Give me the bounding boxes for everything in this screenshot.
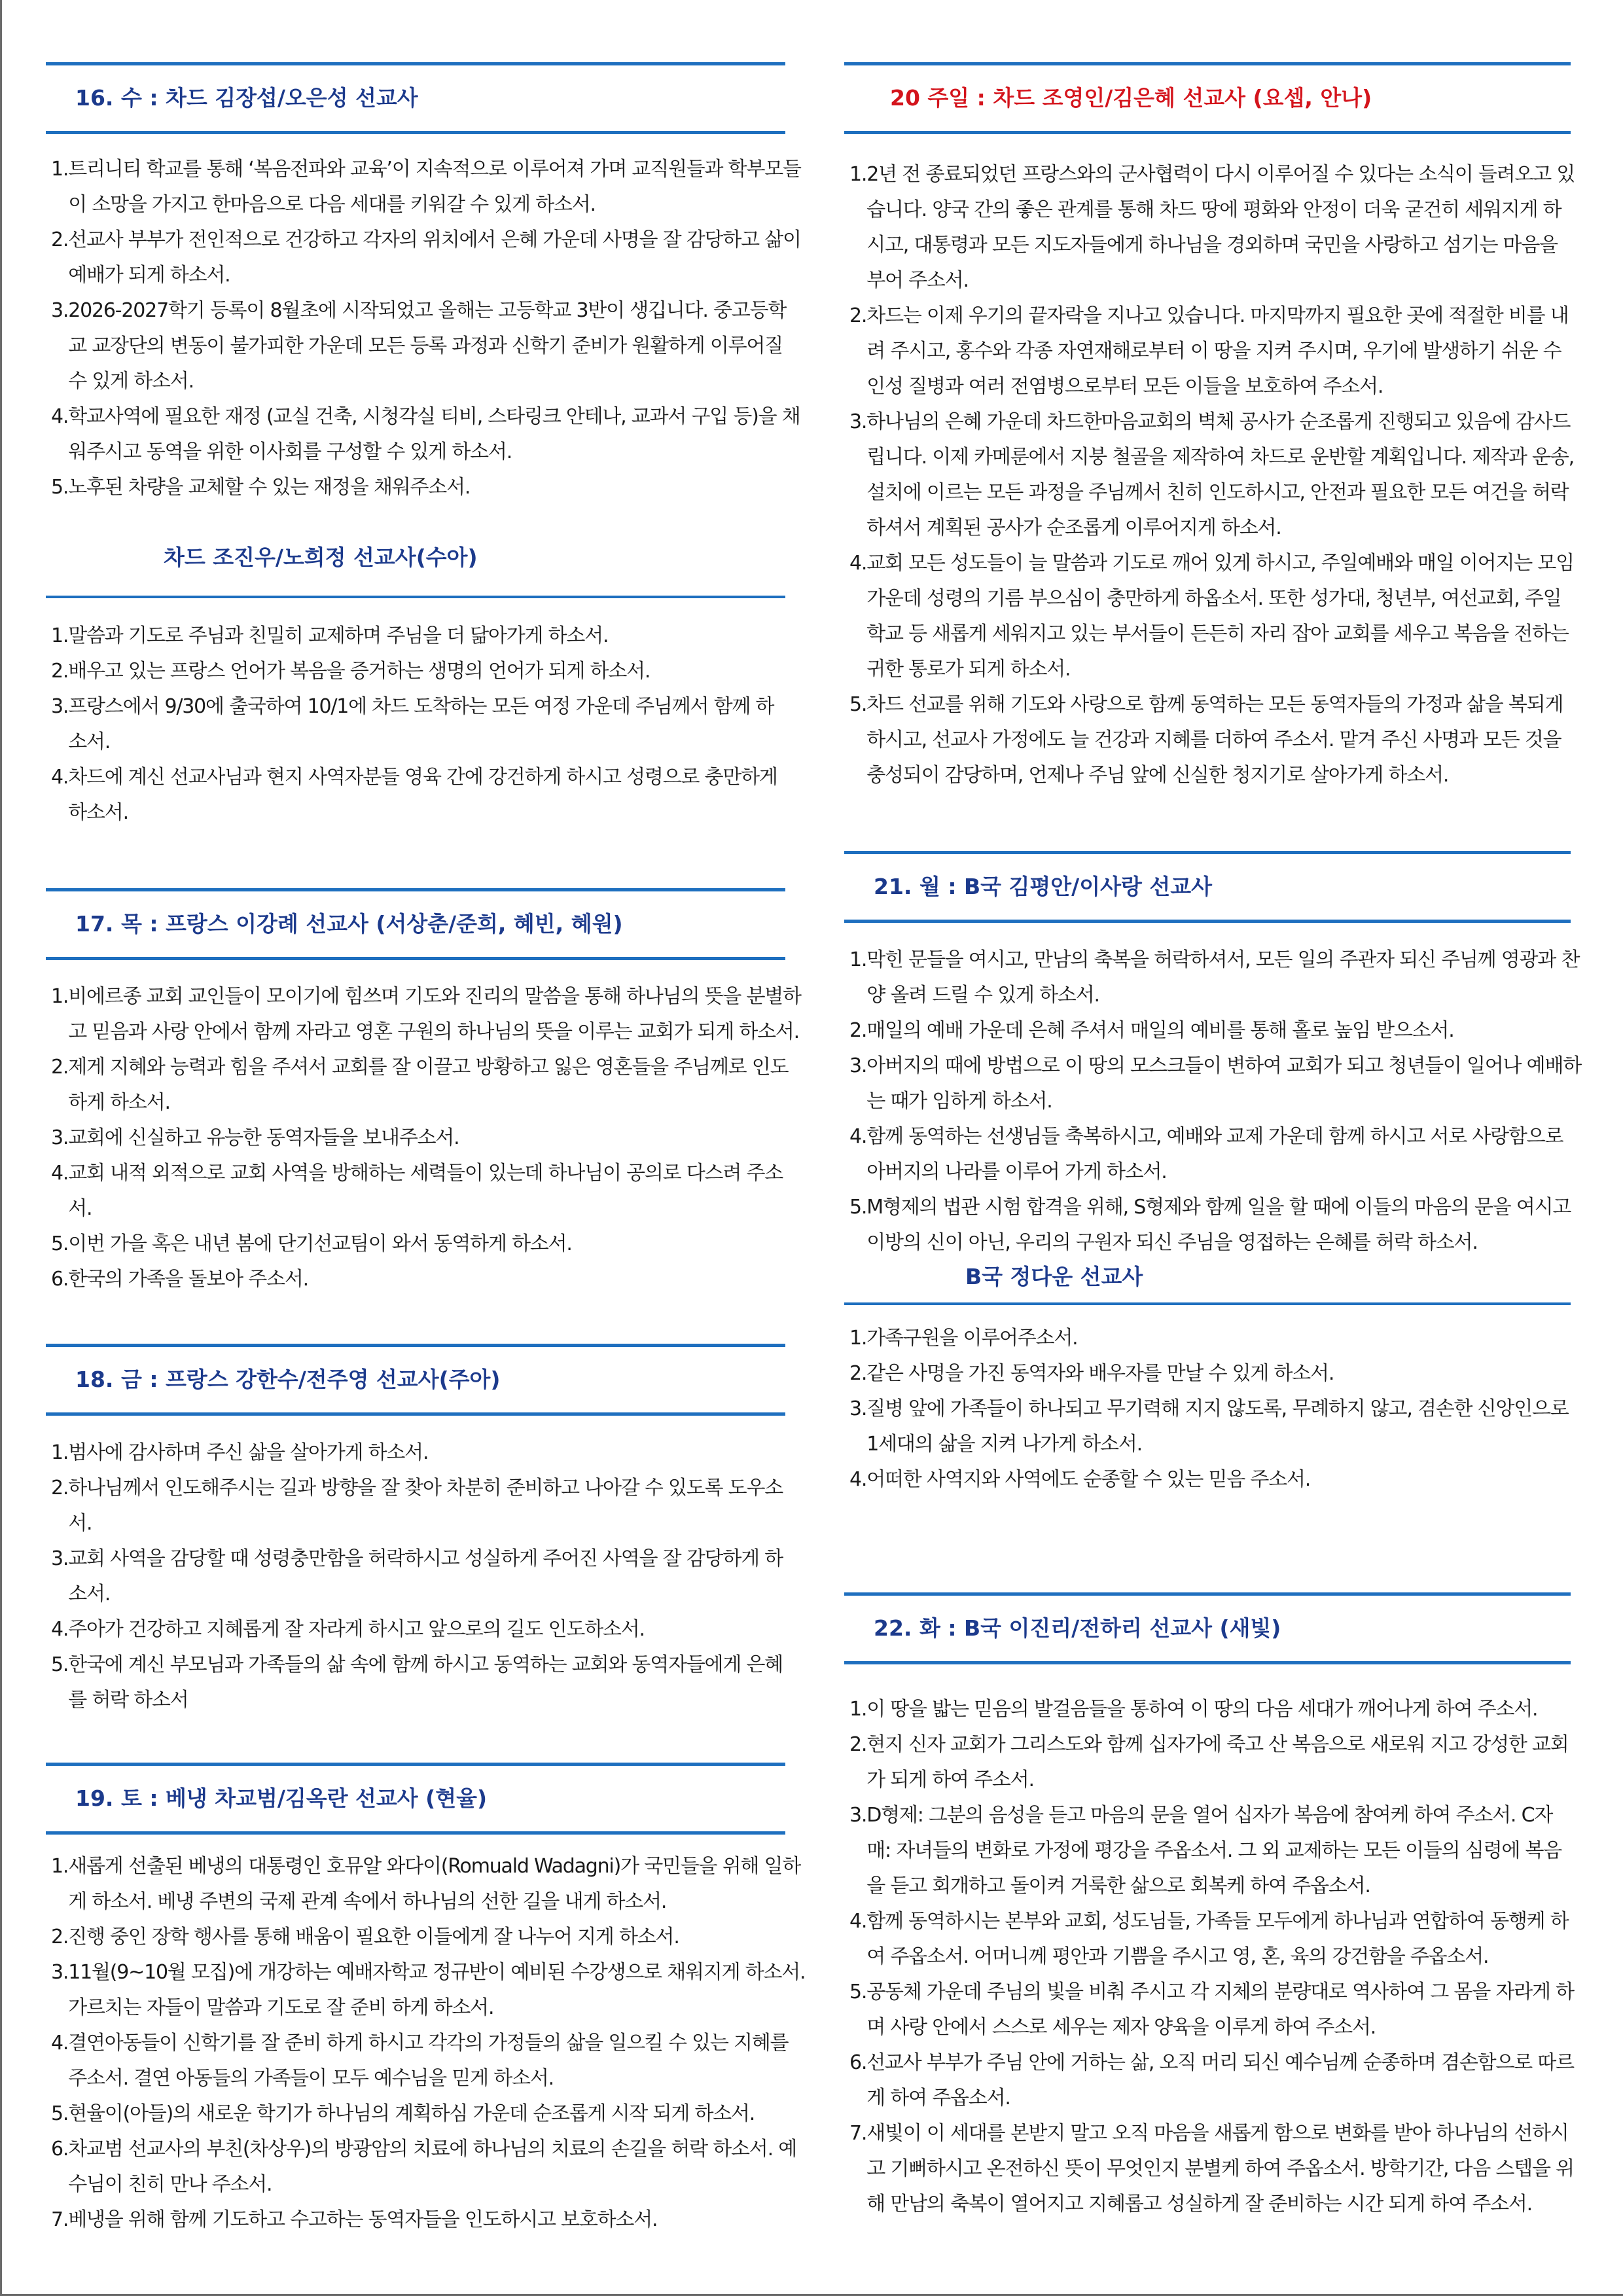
prayer-item	[51, 1156, 804, 1227]
item-number: 5.	[51, 1232, 69, 1255]
prayer-item	[51, 689, 791, 760]
prayer-item	[849, 546, 1576, 687]
section-title: 16. 수 : 차드 김장섭/오은성 선교사	[75, 85, 418, 111]
prayer-list-22	[849, 1692, 1576, 2222]
prayer-item	[51, 293, 804, 399]
item-number: 1.	[51, 624, 69, 647]
item-number: 3.	[849, 410, 867, 433]
item-number: 2.	[51, 1926, 69, 1948]
item-number: 4.	[849, 552, 867, 575]
sub-section-rule	[46, 596, 785, 598]
item-number: 1.	[51, 158, 69, 181]
item-text: 어떠한 사역지와 사역에도 순종할 수 있는 믿음 주소서.	[866, 1468, 1311, 1491]
item-text: 11월(9~10월 모집)에 개강하는 예배자학교 정규반이 예비된 수강생으로 채워지게 하소서. 가르치는 자들이 말씀과 기도로 잘 준비 하게 하소서.	[68, 1961, 806, 2019]
prayer-item	[849, 1190, 1582, 1261]
section-title: 20 주일 : 차드 조영인/김은혜 선교사 (요셉, 안나)	[890, 85, 1372, 111]
item-number: 1.	[849, 163, 867, 186]
prayer-item	[849, 298, 1576, 404]
section-21	[844, 851, 1571, 923]
item-text: 결연아동들이 신학기를 잘 준비 하게 하시고 각각의 가정들의 삶을 일으킬 수 있는 지혜를 주소서. 결연 아동들의 가족들이 모두 예수님을 믿게 하소서.	[68, 2032, 789, 2090]
item-number: 2.	[849, 304, 867, 327]
prayer-item	[51, 654, 791, 689]
page-left-border	[0, 0, 2, 2296]
prayer-item	[849, 1013, 1582, 1049]
prayer-item	[51, 619, 791, 654]
item-number: 3.	[51, 1126, 69, 1149]
item-number: 3.	[51, 299, 69, 322]
item-number: 1.	[849, 1327, 867, 1350]
item-text: 이번 가을 혹은 내년 봄에 단기선교팀이 와서 동역하게 하소서.	[68, 1232, 572, 1255]
section-18	[46, 1344, 785, 1416]
section-rule	[844, 131, 1571, 134]
item-text: 차드는 이제 우기의 끝자락을 지나고 있습니다. 마지막까지 필요한 곳에 적절한 비를 내려 주시고, 홍수와 각종 자연재해로부터 이 땅을 지켜 주시며, 우기에 발생하기 쉬운 수인성 질병과 여러 전염병으로부터 모든 이들을 보호하여 주소서.	[866, 304, 1569, 398]
prayer-item	[51, 223, 804, 293]
prayer-item	[51, 1612, 791, 1647]
prayer-item	[51, 399, 804, 470]
item-number: 7.	[849, 2122, 867, 2145]
section-rule	[46, 1831, 785, 1835]
item-number: 2.	[849, 1362, 867, 1385]
item-number: 2.	[51, 1056, 69, 1079]
item-number: 4.	[849, 1125, 867, 1148]
item-text: D형제: 그분의 음성을 듣고 마음의 문을 열어 십자가 복음에 참여케 하여 주소서. C자매: 자녀들의 변화로 가정에 평강을 주옵소서. 그 외 교제하는 모든 이들의 심령에 복음을 듣고 회개하고 돌이켜 거룩한 삶으로 회복케 하여 주옵소서.	[866, 1804, 1562, 1897]
item-number: 4.	[849, 1910, 867, 1933]
prayer-item	[51, 2096, 810, 2132]
prayer-item	[51, 1955, 810, 2026]
prayer-item	[849, 157, 1576, 298]
section-rule	[844, 1661, 1571, 1664]
item-number: 5.	[849, 1981, 867, 2003]
prayer-list-21-sub	[849, 1321, 1576, 1498]
item-text: 한국의 가족을 돌보아 주소서.	[68, 1268, 308, 1291]
item-text: 가족구원을 이루어주소서.	[866, 1327, 1078, 1350]
item-text: 새롭게 선출된 베냉의 대통령인 호뮤알 와다이(Romuald Wadagni)가 국민들을 위해 일하게 하소서. 베냉 주변의 국제 관계 속에서 하나님의 선한 길을 내게 하소서.	[68, 1855, 801, 1913]
item-text: 학교사역에 필요한 재정 (교실 건축, 시청각실 티비, 스타링크 안테나, 교과서 구입 등)을 채워주시고 동역을 위한 이사회를 구성할 수 있게 하소서.	[68, 405, 800, 463]
item-number: 4.	[51, 2032, 69, 2054]
item-number: 1.	[51, 985, 69, 1008]
item-text: 선교사 부부가 전인적으로 건강하고 각자의 위치에서 은혜 가운데 사명을 잘 감당하고 삶이 예배가 되게 하소서.	[68, 228, 801, 287]
prayer-item	[51, 1435, 791, 1471]
item-text: 교회에 신실하고 유능한 동역자들을 보내주소서.	[68, 1126, 459, 1149]
item-number: 1.	[849, 948, 867, 971]
item-number: 5.	[849, 1196, 867, 1219]
item-number: 4.	[51, 766, 69, 789]
section-rule	[46, 1412, 785, 1416]
item-number: 4.	[51, 405, 69, 428]
section-rule	[46, 131, 785, 134]
section-title: 19. 토 : 베냉 차교범/김옥란 선교사 (현율)	[75, 1785, 488, 1811]
prayer-item	[849, 1975, 1576, 2045]
prayer-item	[51, 1647, 791, 1718]
prayer-item	[51, 1471, 791, 1541]
prayer-item	[849, 1119, 1582, 1190]
prayer-item	[849, 1904, 1576, 1975]
item-text: 주아가 건강하고 지혜롭게 잘 자라게 하시고 앞으로의 길도 인도하소서.	[68, 1618, 645, 1641]
item-text: 진행 중인 장학 행사를 통해 배움이 필요한 이들에게 잘 나누어 지게 하소서.	[68, 1926, 679, 1948]
prayer-list-21	[849, 942, 1582, 1261]
item-text: 비에르종 교회 교인들이 모이기에 힘쓰며 기도와 진리의 말씀을 통해 하나님의 뜻을 분별하고 믿음과 사랑 안에서 함께 자라고 영혼 구원의 하나님의 뜻을 이루는 교회가 되게 하소서.	[68, 985, 801, 1043]
item-text: 이 땅을 밟는 믿음의 발걸음들을 통하여 이 땅의 다음 세대가 깨어나게 하여 주소서.	[866, 1698, 1538, 1721]
item-text: 교회 모든 성도들이 늘 말씀과 기도로 깨어 있게 하시고, 주일예배와 매일 이어지는 모임 가운데 성령의 기름 부으심이 충만하게 하옵소서. 또한 성가대, 청년부, 여선교회, 주일학교 등 새롭게 세워지고 있는 부서들이 든든히 자리 잡아 교회를 세우고 복음을 전하는 귀한 통로가 되게 하소서.	[866, 552, 1574, 681]
prayer-item	[51, 1227, 804, 1262]
item-number: 2.	[849, 1733, 867, 1756]
section-17	[46, 888, 785, 960]
section-22	[844, 1592, 1571, 1664]
item-text: 교회 사역을 감당할 때 성령충만함을 허락하시고 성실하게 주어진 사역을 잘 감당하게 하소서.	[68, 1547, 783, 1605]
item-text: 매일의 예배 가운데 은혜 주셔서 매일의 예비를 통해 홀로 높임 받으소서.	[866, 1019, 1454, 1042]
prayer-item	[51, 1541, 791, 1612]
item-text: 한국에 계신 부모님과 가족들의 삶 속에 함께 하시고 동역하는 교회와 동역자들에게 은혜를 허락 하소서	[68, 1653, 783, 1712]
item-number: 2.	[51, 660, 69, 683]
item-number: 2.	[849, 1019, 867, 1042]
prayer-item	[849, 1049, 1582, 1119]
section-19	[46, 1763, 785, 1835]
item-text: 함께 동역하는 선생님들 축복하시고, 예배와 교제 가운데 함께 하시고 서로 사랑함으로 아버지의 나라를 이루어 가게 하소서.	[866, 1125, 1563, 1183]
prayer-item	[51, 1121, 804, 1156]
section-title: 22. 화 : B국 이진리/전하리 선교사 (새빛)	[874, 1615, 1281, 1641]
item-text: 같은 사명을 가진 동역자와 배우자를 만날 수 있게 하소서.	[866, 1362, 1334, 1385]
item-number: 3.	[51, 695, 69, 718]
prayer-list-16	[51, 152, 804, 505]
item-number: 6.	[849, 2051, 867, 2074]
item-text: 현지 신자 교회가 그리스도와 함께 십자가에 죽고 산 복음으로 새로워 지고 강성한 교회가 되게 하여 주소서.	[866, 1733, 1569, 1791]
prayer-item	[849, 1321, 1576, 1356]
item-number: 4.	[51, 1618, 69, 1641]
section-16	[46, 62, 785, 134]
prayer-item	[849, 1356, 1576, 1391]
prayer-item	[51, 2202, 810, 2238]
item-number: 4.	[849, 1468, 867, 1491]
sub-section-title: 차드 조진우/노희정 선교사(수아)	[164, 545, 478, 570]
prayer-item	[849, 1798, 1576, 1904]
prayer-item	[51, 1050, 804, 1121]
item-text: 노후된 차량을 교체할 수 있는 재정을 채워주소서.	[68, 476, 471, 499]
prayer-item	[51, 2132, 810, 2202]
item-text: 차드에 계신 선교사님과 현지 사역자분들 영육 간에 강건하게 하시고 성령으로 충만하게 하소서.	[68, 766, 777, 824]
item-text: 2년 전 종료되었던 프랑스와의 군사협력이 다시 이루어질 수 있다는 소식이 들려오고 있습니다. 양국 간의 좋은 관계를 통해 차드 땅에 평화와 안정이 더욱 굳건히 세워지게 하시고, 대통령과 모든 지도자들에게 하나님을 경외하며 국민을 사랑하고 섬기는 마음을 부어 주소서.	[866, 163, 1575, 292]
item-number: 3.	[51, 1961, 69, 1984]
prayer-item	[849, 2045, 1576, 2116]
item-number: 3.	[849, 1397, 867, 1420]
item-text: M형제의 법관 시험 합격을 위해, S형제와 함께 일을 할 때에 이들의 마음의 문을 여시고 이방의 신이 아닌, 우리의 구원자 되신 주님을 영접하는 은혜를 허락 하소서.	[866, 1196, 1571, 1254]
section-title: 18. 금 : 프랑스 강한수/전주영 선교사(주아)	[75, 1367, 501, 1392]
item-text: 선교사 부부가 주님 안에 거하는 삶, 오직 머리 되신 예수님께 순종하며 겸손함으로 따르게 하여 주옵소서.	[866, 2051, 1574, 2109]
item-number: 1.	[51, 1855, 69, 1878]
sub-section-rule	[844, 1302, 1571, 1305]
section-title: 17. 목 : 프랑스 이강례 선교사 (서상춘/준희, 혜빈, 혜원)	[75, 911, 623, 937]
prayer-item	[849, 1462, 1576, 1498]
section-rule	[46, 957, 785, 960]
item-text: 제게 지혜와 능력과 힘을 주셔서 교회를 잘 이끌고 방황하고 잃은 영혼들을 주님께로 인도하게 하소서.	[68, 1056, 789, 1114]
prayer-list-17	[51, 979, 804, 1297]
item-text: 범사에 감사하며 주신 삶을 살아가게 하소서.	[68, 1441, 429, 1464]
item-text: 프랑스에서 9/30에 출국하여 10/1에 차드 도착하는 모든 여정 가운데 주님께서 함께 하소서.	[68, 695, 774, 753]
item-text: 하나님의 은혜 가운데 차드한마음교회의 벽체 공사가 순조롭게 진행되고 있음에 감사드립니다. 이제 카메룬에서 지붕 철골을 제작하여 차드로 운반할 계획입니다. 제작과 운송, 설치에 이르는 모든 과정을 주님께서 친히 인도하시고, 안전과 필요한 모든 여건을 허락하셔서 계획된 공사가 순조롭게 이루어지게 하소서.	[866, 410, 1574, 539]
prayer-item	[849, 1391, 1576, 1462]
item-number: 5.	[849, 693, 867, 716]
section-rule	[844, 920, 1571, 923]
item-number: 3.	[51, 1547, 69, 1570]
prayer-item	[51, 2026, 810, 2096]
item-text: 막힌 문들을 여시고, 만남의 축복을 허락하셔서, 모든 일의 주관자 되신 주님께 영광과 찬양 올려 드릴 수 있게 하소서.	[866, 948, 1580, 1007]
item-text: 배우고 있는 프랑스 언어가 복음을 증거하는 생명의 언어가 되게 하소서.	[68, 660, 651, 683]
item-number: 1.	[849, 1698, 867, 1721]
prayer-item	[849, 1692, 1576, 1727]
item-text: 말씀과 기도로 주님과 친밀히 교제하며 주님을 더 닮아가게 하소서.	[68, 624, 609, 647]
item-text: 하나님께서 인도해주시는 길과 방향을 잘 찾아 차분히 준비하고 나아갈 수 있도록 도우소서.	[68, 1477, 783, 1535]
item-number: 7.	[51, 2208, 69, 2231]
item-number: 3.	[849, 1804, 867, 1827]
item-number: 6.	[51, 1268, 69, 1291]
item-text: 차교범 선교사의 부친(차상우)의 방광암의 치료에 하나님의 치료의 손길을 허락 하소서. 예수님이 친히 만나 주소서.	[68, 2138, 797, 2196]
item-text: 현율이(아들)의 새로운 학기가 하나님의 계획하심 가운데 순조롭게 시작 되게 하소서.	[68, 2102, 755, 2125]
sub-section-title: B국 정다운 선교사	[965, 1264, 1143, 1289]
prayer-item	[51, 470, 804, 505]
prayer-item	[849, 687, 1576, 793]
prayer-item	[51, 152, 804, 223]
prayer-item	[51, 1849, 810, 1920]
prayer-item	[51, 1262, 804, 1297]
item-text: 2026-2027학기 등록이 8월초에 시작되었고 올해는 고등학교 3반이 생깁니다. 중고등학교 교장단의 변동이 불가피한 가운데 모든 등록 과정과 신학기 준비가 원활하게 이루어질 수 있게 하소서.	[68, 299, 787, 393]
prayer-item	[849, 1727, 1576, 1798]
prayer-item	[51, 979, 804, 1050]
prayer-list-19	[51, 1849, 810, 2238]
item-text: 교회 내적 외적으로 교회 사역을 방해하는 세력들이 있는데 하나님이 공의로 다스려 주소서.	[68, 1162, 783, 1220]
item-number: 5.	[51, 476, 69, 499]
item-text: 트리니티 학교를 통해 ‘복음전파와 교육’이 지속적으로 이루어져 가며 교직원들과 학부모들이 소망을 가지고 한마음으로 다음 세대를 키워갈 수 있게 하소서.	[68, 158, 801, 216]
prayer-item	[51, 760, 791, 831]
item-number: 6.	[51, 2138, 69, 2161]
prayer-item	[849, 404, 1576, 546]
section-20	[844, 62, 1571, 134]
item-text: 함께 동역하시는 본부와 교회, 성도님들, 가족들 모두에게 하나님과 연합하여 동행케 하여 주옵소서. 어머니께 평안과 기쁨을 주시고 영, 혼, 육의 강건함을 주옵소서.	[866, 1910, 1569, 1968]
prayer-list-18	[51, 1435, 791, 1718]
item-text: 차드 선교를 위해 기도와 사랑으로 함께 동역하는 모든 동역자들의 가정과 삶을 복되게 하시고, 선교사 가정에도 늘 건강과 지혜를 더하여 주소서. 맡겨 주신 사명과 모든 것을 충성되이 감당하며, 언제나 주님 앞에 신실한 청지기로 살아가게 하소서.	[866, 693, 1563, 787]
prayer-list-20	[849, 157, 1576, 793]
item-number: 5.	[51, 2102, 69, 2125]
section-title: 21. 월 : B국 김평안/이사랑 선교사	[874, 874, 1212, 899]
item-number: 5.	[51, 1653, 69, 1676]
item-number: 3.	[849, 1054, 867, 1077]
item-text: 공동체 가운데 주님의 빛을 비춰 주시고 각 지체의 분량대로 역사하여 그 몸을 자라게 하며 사랑 안에서 스스로 세우는 제자 양육을 이루게 하여 주소서.	[866, 1981, 1574, 2039]
item-number: 1.	[51, 1441, 69, 1464]
item-number: 2.	[51, 228, 69, 251]
item-text: 아버지의 때에 방법으로 이 땅의 모스크들이 변하여 교회가 되고 청년들이 일어나 예배하는 때가 임하게 하소서.	[866, 1054, 1582, 1113]
item-text: 베냉을 위해 함께 기도하고 수고하는 동역자들을 인도하시고 보호하소서.	[68, 2208, 658, 2231]
prayer-list-16-sub	[51, 619, 791, 831]
item-text: 새빛이 이 세대를 본받지 말고 오직 마음을 새롭게 함으로 변화를 받아 하나님의 선하시고 기뻐하시고 온전하신 뜻이 무엇인지 분별케 하여 주옵소서. 방학기간, 다음 스텝을 위해 만남의 축복이 열어지고 지혜롭고 성실하게 잘 준비하는 시간 되게 하여 주소서.	[866, 2122, 1574, 2215]
item-number: 2.	[51, 1477, 69, 1499]
item-text: 질병 앞에 가족들이 하나되고 무기력해 지지 않도록, 무례하지 않고, 겸손한 신앙인으로 1세대의 삶을 지켜 나가게 하소서.	[866, 1397, 1569, 1456]
prayer-item	[51, 1920, 810, 1955]
prayer-item	[849, 942, 1582, 1013]
item-number: 4.	[51, 1162, 69, 1185]
prayer-item	[849, 2116, 1576, 2222]
